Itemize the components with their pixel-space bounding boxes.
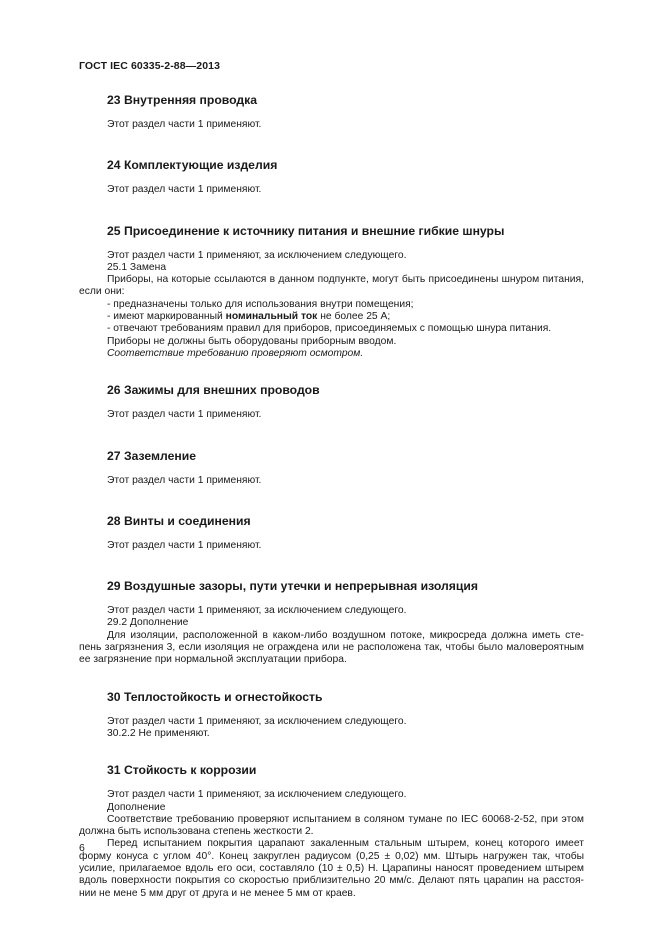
defined-term: номинальный ток <box>225 311 318 323</box>
list-item: - предназначены только для использования внутри помещения; <box>107 298 414 310</box>
list-item-text: не более 25 А; <box>317 311 391 323</box>
section-title: 25 Присоединение к источнику питания и внешние гибкие шнуры <box>107 223 505 238</box>
paragraph: Этот раздел части 1 применяют. <box>107 409 262 421</box>
section-24 <box>79 158 584 196</box>
paragraph: Этот раздел части 1 применяют. <box>107 119 262 130</box>
paragraph: Соответствие требованию проверяют испытанием в соляном тумане по IEC 60068-2-52, при этом должна быть использована степень жесткости 2. <box>79 813 584 838</box>
section-27 <box>79 449 584 487</box>
section-title: 23 Внутренняя проводка <box>107 93 258 107</box>
list-item-text: - имеют маркированный <box>107 311 226 323</box>
compliance-note: Соответствие требованию проверяют осмотром. <box>107 347 364 359</box>
section-26 <box>79 383 584 421</box>
paragraph: Приборы, на которые ссылаются в данном подпункте, могут быть присоединены шнуром питания, если они: <box>79 274 584 298</box>
section-31 <box>79 763 584 900</box>
paragraph: Этот раздел части 1 применяют, за исключением следующего. <box>107 249 407 261</box>
section-29 <box>79 579 584 666</box>
section-23 <box>79 93 584 131</box>
paragraph: Приборы не должны быть оборудованы приборным вводом. <box>107 335 397 347</box>
section-25 <box>79 224 584 361</box>
document-body <box>79 93 584 900</box>
subclause-heading: 29.2 Дополнение <box>107 617 189 629</box>
section-28 <box>79 514 584 552</box>
paragraph: Этот раздел части 1 применяют. <box>107 539 262 551</box>
section-title: 28 Винты и соединения <box>107 513 251 528</box>
section-title: 29 Воздушные зазоры, пути утечки и непрерывная изоляция <box>107 579 478 594</box>
paragraph: Перед испытанием покрытия царапают закаленным стальным штырем, конец которого имеет форму конуса с углом 40°. Конец закруглен радиусом (0,25 ± 0,02) мм. Штырь нагружен так, чтобы усилие, прилагаемое вдоль его оси, составляло (10 ± 0,5) Н. Царапины наносят проведением штырем вдоль поверхности покрытия со скоростью приблизительно 20 мм/с. Делают пять царапин на расстоя-нии не мене 5 мм друг от друга и не менее 5 мм от краев. <box>79 838 584 899</box>
paragraph: Этот раздел части 1 применяют. <box>107 184 262 196</box>
list-item <box>79 311 584 323</box>
page-number: 6 <box>79 842 85 854</box>
paragraph: Этот раздел части 1 применяют, за исключением следующего. <box>107 789 407 801</box>
paragraph: 30.2.2 Не применяют. <box>107 727 210 739</box>
section-title: 31 Стойкость к коррозии <box>107 763 257 778</box>
section-title: 24 Комплектующие изделия <box>107 158 278 173</box>
section-title: 27 Заземление <box>107 448 197 463</box>
paragraph: Этот раздел части 1 применяют, за исключением следующего. <box>107 605 407 617</box>
paragraph: Для изоляции, расположенной в каком-либо воздушном потоке, микросреда должна иметь сте-пень загрязнения 3, если изоляция не ограждена или не расположена так, чтобы было маловероятным ее загрязнение при нормальной эксплуатации прибора. <box>79 629 584 666</box>
section-30 <box>79 690 584 741</box>
section-title: 30 Теплостойкость и огнестойкость <box>107 689 323 704</box>
paragraph: Этот раздел части 1 применяют, за исключением следующего. <box>107 715 407 727</box>
subclause-heading: Дополнение <box>107 801 166 813</box>
paragraph: Этот раздел части 1 применяют. <box>107 474 262 486</box>
subclause-heading: 25.1 Замена <box>107 261 167 273</box>
list-item: - отвечают требованиям правил для приборов, присоединяемых с помощью шнура питания. <box>107 323 552 335</box>
document-header: ГОСТ IEC 60335-2-88—2013 <box>79 60 221 72</box>
section-title: 26 Зажимы для внешних проводов <box>107 383 320 398</box>
